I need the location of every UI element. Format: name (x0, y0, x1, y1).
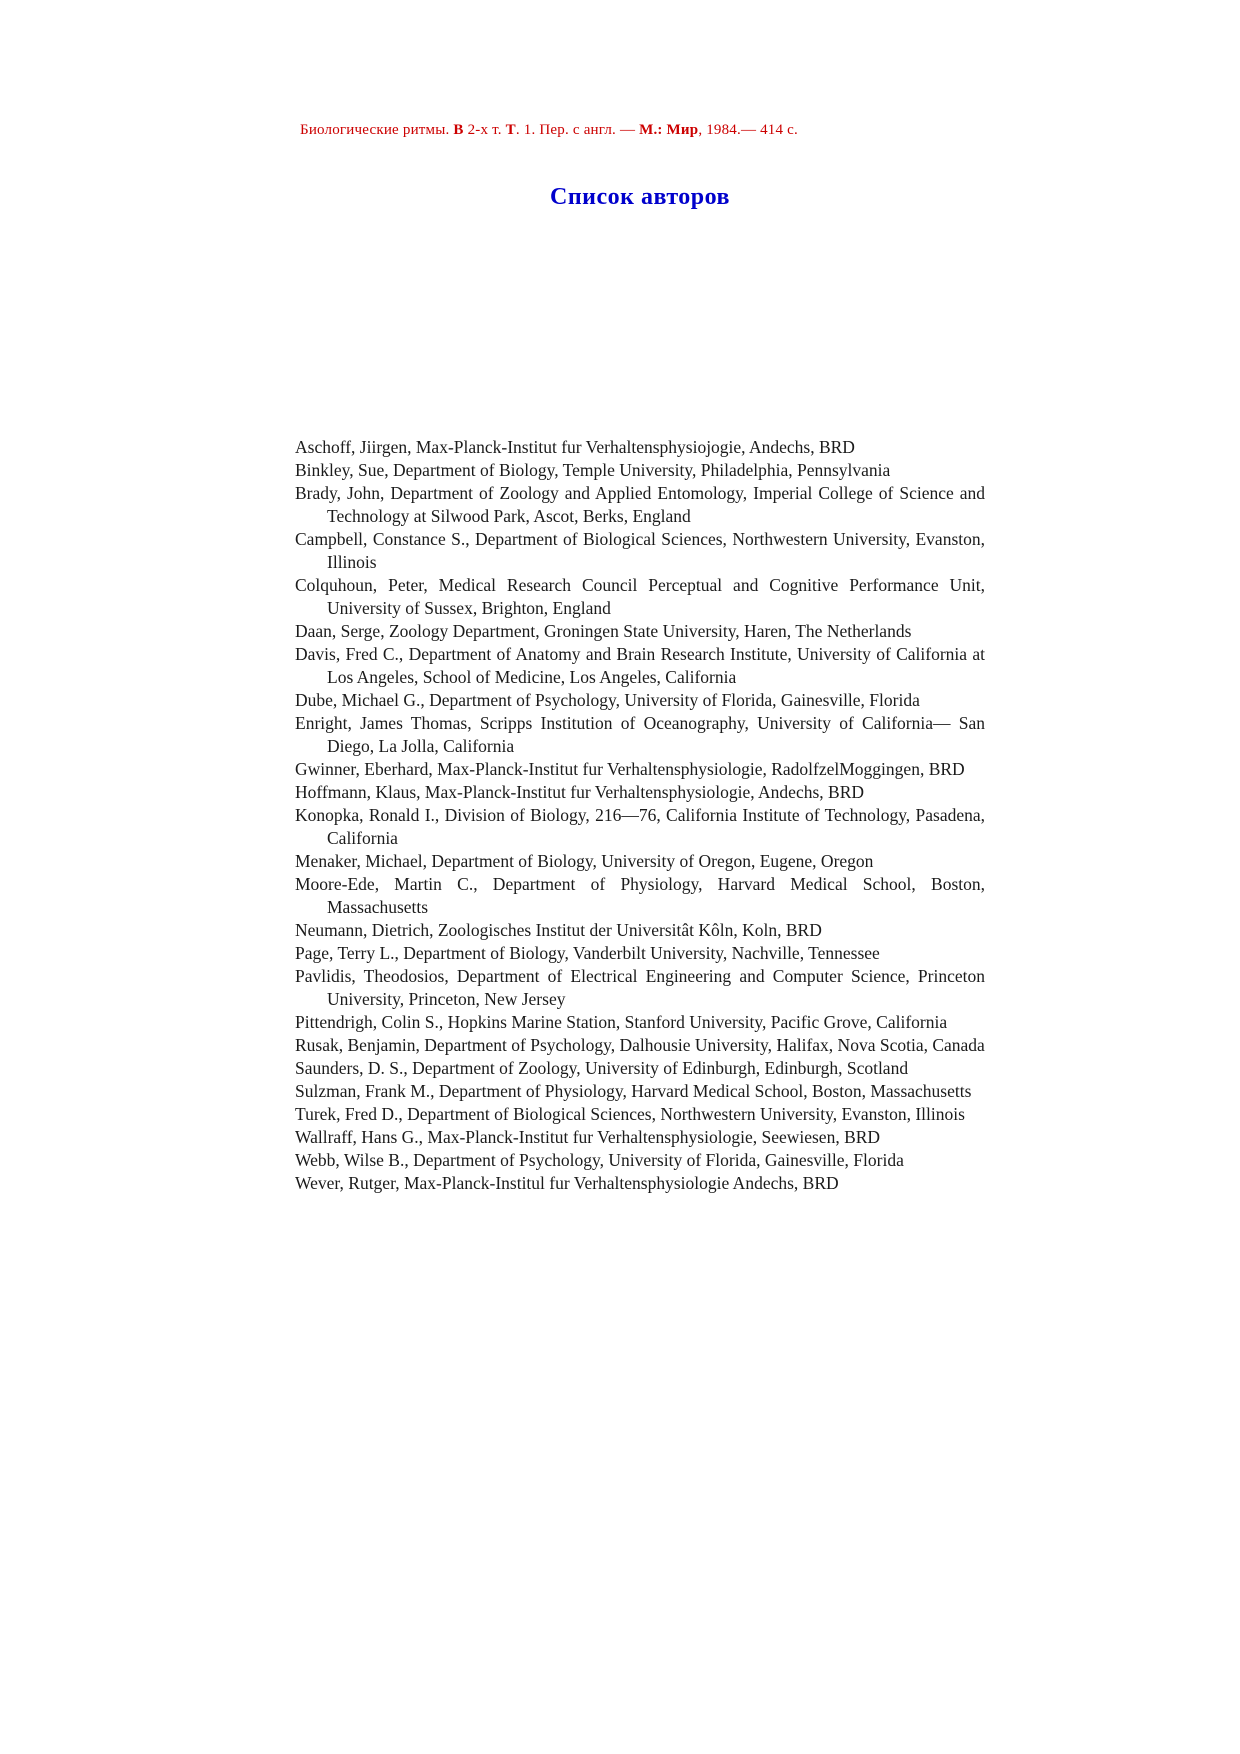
citation-segment: В (453, 122, 464, 138)
author-entry: Neumann, Dietrich, Zoologisches Institut der Universitât Kôln, Koln, BRD (295, 920, 822, 940)
author-entry: Enright, James Thomas, Scripps Institution of Oceanography, University of California— San Diego, La Jolla, California (295, 713, 985, 756)
citation-segment: Биологические ритмы. (300, 122, 454, 138)
citation-segment: Т (505, 122, 516, 138)
citation-line (300, 122, 798, 139)
author-entry: Wever, Rutger, Max-Planck-Institul fur Verhaltensphysiologie Andechs, BRD (295, 1173, 839, 1193)
citation-segment: . 1. Пер. с англ. — (515, 122, 640, 138)
author-entry: Dube, Michael G., Department of Psychology, University of Florida, Gainesville, Florida (295, 690, 920, 710)
author-entry: Wallraff, Hans G., Max-Planck-Institut fur Verhaltensphysiologie, Seewiesen, BRD (295, 1127, 881, 1147)
author-entry: Menaker, Michael, Department of Biology, University of Oregon, Eugene, Oregon (295, 851, 874, 871)
author-list (295, 436, 985, 1195)
author-entry: Aschoff, Jiirgen, Max-Planck-Institut fur Verhaltensphysiojogie, Andechs, BRD (295, 437, 855, 457)
author-entry: Daan, Serge, Zoology Department, Groningen State University, Haren, The Netherlands (295, 621, 912, 641)
author-entry: Konopka, Ronald I., Division of Biology, 216—76, California Institute of Technology, Pasadena, California (295, 805, 985, 848)
citation-segment: 2-х т. (463, 122, 506, 138)
author-entry: Pavlidis, Theodosios, Department of Electrical Engineering and Computer Science, Princeton University, Princeton, New Jersey (295, 966, 985, 1009)
author-entry: Pittendrigh, Colin S., Hopkins Marine Station, Stanford University, Pacific Grove, California (295, 1012, 948, 1032)
author-entry: Page, Terry L., Department of Biology, Vanderbilt University, Nachville, Tennessee (295, 943, 880, 963)
page-title: Список авторов (549, 184, 730, 210)
author-entry: Campbell, Constance S., Department of Biological Sciences, Northwestern University, Evanston, Illinois (295, 529, 985, 572)
author-entry: Moore-Ede, Martin C., Department of Physiology, Harvard Medical School, Boston, Massachusetts (295, 874, 985, 917)
author-entry: Gwinner, Eberhard, Max-Planck-Institut fur Verhaltensphysiologie, RadolfzelMoggingen, BRD (295, 759, 965, 779)
author-entry: Brady, John, Department of Zoology and Applied Entomology, Imperial College of Science and Technology at Silwood Park, Ascot, Berks, England (295, 483, 985, 526)
author-entry: Webb, Wilse B., Department of Psychology, University of Florida, Gainesville, Florida (295, 1150, 904, 1170)
citation-segment: М.: Мир (639, 122, 699, 138)
author-entry: Turek, Fred D., Department of Biological Sciences, Northwestern University, Evanston, Illinois (295, 1104, 965, 1124)
author-entry: Rusak, Benjamin, Department of Psychology, Dalhousie University, Halifax, Nova Scotia, Canada (295, 1035, 985, 1055)
author-entry: Davis, Fred C., Department of Anatomy and Brain Research Institute, University of California at Los Angeles, School of Medicine, Los Angeles, California (295, 644, 985, 687)
author-entry: Saunders, D. S., Department of Zoology, University of Edinburgh, Edinburgh, Scotland (295, 1058, 909, 1078)
author-entry: Colquhoun, Peter, Medical Research Council Perceptual and Cognitive Performance Unit, University of Sussex, Brighton, England (295, 575, 985, 618)
author-entry: Binkley, Sue, Department of Biology, Temple University, Philadelphia, Pennsylvania (295, 460, 891, 480)
author-entry: Sulzman, Frank M., Department of Physiology, Harvard Medical School, Boston, Massachusetts (295, 1081, 972, 1101)
author-entry: Hoffmann, Klaus, Max-Planck-Institut fur Verhaltensphysiologie, Andechs, BRD (295, 782, 864, 802)
citation-segment: , 1984.— 414 с. (698, 122, 798, 138)
